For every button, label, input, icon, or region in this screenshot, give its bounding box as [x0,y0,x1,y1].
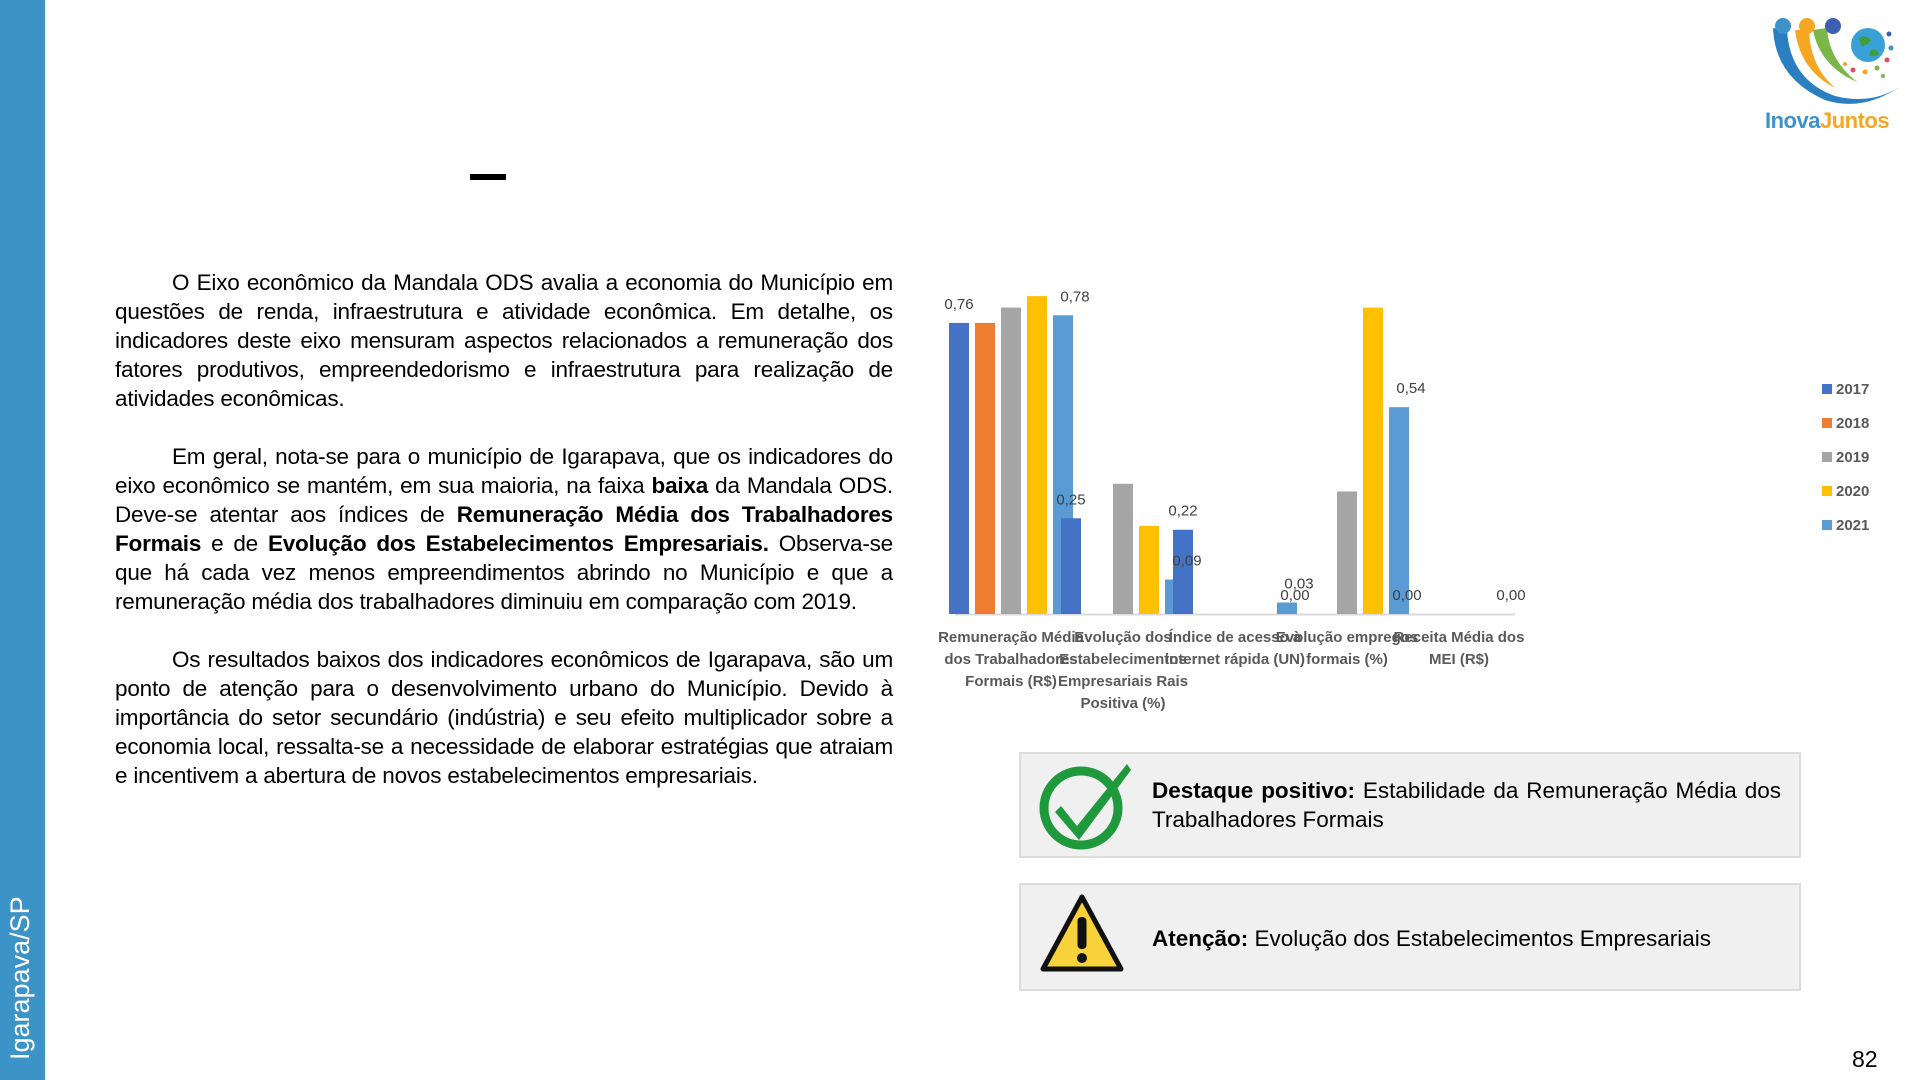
body-text [115,268,893,819]
indicators-chart-svg [938,270,1870,730]
paragraph-2-bold-3: Evolução dos Estabelecimentos Empresariais. [267,531,769,556]
paragraph-2 [115,442,893,616]
logo-head-blue [1775,18,1791,34]
legend-label-2018: 2018 [1836,415,1870,432]
bar-2020-cat-0 [1027,296,1047,614]
bar-2020-cat-1 [1139,526,1159,614]
category-label-1: Evolução dos Estabelecimentos Empresariais Rais Positiva (%) [1057,629,1189,712]
logo-globe-icon [1851,28,1885,62]
indicators-chart [938,270,1870,730]
paragraph-2-text-2: da Mandala ODS. Deve-se atentar aos índices de [115,473,893,527]
legend-swatch-2020 [1822,486,1832,496]
bar-2017-cat-2 [1173,530,1193,614]
legend-swatch-2021 [1822,520,1832,530]
paragraph-2-bold-1: baixa [651,473,709,498]
data-label-5: 0,03 [1284,575,1314,593]
paragraph-2-text-4: Observa-se que há cada vez menos empreendimentos abrindo no Município e que a remuneração média dos trabalhadores diminuiu em comparação com 2019. [115,531,893,614]
warning-text [1152,924,1781,953]
logo-word-juntos: Juntos [1819,108,1890,133]
warning-body: Evolução dos Estabelecimentos Empresariais [1248,926,1711,951]
category-label-0: Remuneração Média dos Trabalhadores Formais (R$) [938,629,1084,690]
paragraph-2-text-1: Em geral, nota-se para o município de Igarapava, que os indicadores do eixo econômico se mantém, em sua maioria, na faixa [115,444,893,498]
category-label-4: Receita Média dos MEI (R$) [1393,629,1525,668]
data-label-1: 0,78 [1060,288,1090,306]
legend-label-2017: 2017 [1836,381,1870,398]
paragraph-2-bold-2: Remuneração Média dos Trabalhadores Formais [115,502,893,556]
sidebar [0,0,45,1080]
bar-2019-cat-0 [1001,308,1021,614]
positive-highlight-text [1152,776,1781,834]
positive-highlight-label: Destaque positivo: [1152,778,1355,803]
logo-word-inova: Inova [1765,108,1820,133]
legend-swatch-2017 [1822,384,1832,394]
data-label-9: 0,00 [1496,587,1526,604]
paragraph-2-text-3: e de [201,531,268,556]
bar-2018-cat-0 [975,323,995,614]
bar-2017-cat-1 [1061,518,1081,614]
paragraph-3: Os resultados baixos dos indicadores econômicos de Igarapava, são um ponto de atenção para o desenvolvimento urbano do Município. Devido à importância do setor secundário (indústria) e seu efeito multiplicador sobre a economia local, ressalta-se a necessidade de elaborar estratégias que atraiam e incentivem a abertura de novos estabelecimentos empresariais. [115,647,893,788]
category-label-2: Índice de acesso à internet rápida (UN) [1164,629,1306,668]
logo-head-orange [1799,18,1815,34]
legend-label-2019: 2019 [1836,449,1870,466]
data-label-3: 0,09 [1172,552,1202,570]
legend-swatch-2018 [1822,418,1832,428]
bar-2019-cat-3 [1337,491,1357,614]
positive-highlight-callout [1019,752,1801,858]
positive-highlight-body: Estabilidade da Remuneração Média dos Trabalhadores Formais [1152,778,1782,832]
bar-2017-cat-0 [949,323,969,614]
logo-wordmark [1765,108,1889,134]
data-label-0: 0,76 [944,295,974,313]
bar-2020-cat-3 [1363,308,1383,614]
page-number: 82 [1852,1046,1878,1072]
paragraph-1: O Eixo econômico da Mandala ODS avalia a economia do Município em questões de renda, infraestrutura e atividade econômica. Em detalhe, os indicadores deste eixo mensuram aspectos relacionados a remuneração dos fatores produtivos, empreendedorismo e infraestrutura para realização de atividades econômicas. [115,270,893,411]
data-label-2: 0,25 [1056,491,1086,509]
municipality-label: Igarapava/SP [5,896,35,1060]
logo-head-navy [1825,18,1841,34]
category-label-3: Evolução empregos formais (%) [1275,629,1419,668]
data-label-4: 0,22 [1168,502,1198,520]
inovajuntos-logo [1765,8,1915,138]
check-circle-icon [1039,760,1135,857]
legend-label-2020: 2020 [1836,483,1870,500]
data-label-8: 0,00 [1392,587,1422,604]
legend-label-2021: 2021 [1836,517,1870,534]
warning-triangle-icon [1039,893,1125,982]
bar-2021-cat-3 [1389,407,1409,614]
data-label-6: 0,00 [1280,587,1310,604]
data-label-7: 0,54 [1396,380,1426,398]
page-title-dash [470,174,506,180]
legend-swatch-2019 [1822,452,1832,462]
bar-2021-cat-2 [1277,603,1297,614]
bar-2019-cat-1 [1113,484,1133,614]
warning-callout [1019,883,1801,991]
warning-label: Atenção: [1152,926,1249,951]
